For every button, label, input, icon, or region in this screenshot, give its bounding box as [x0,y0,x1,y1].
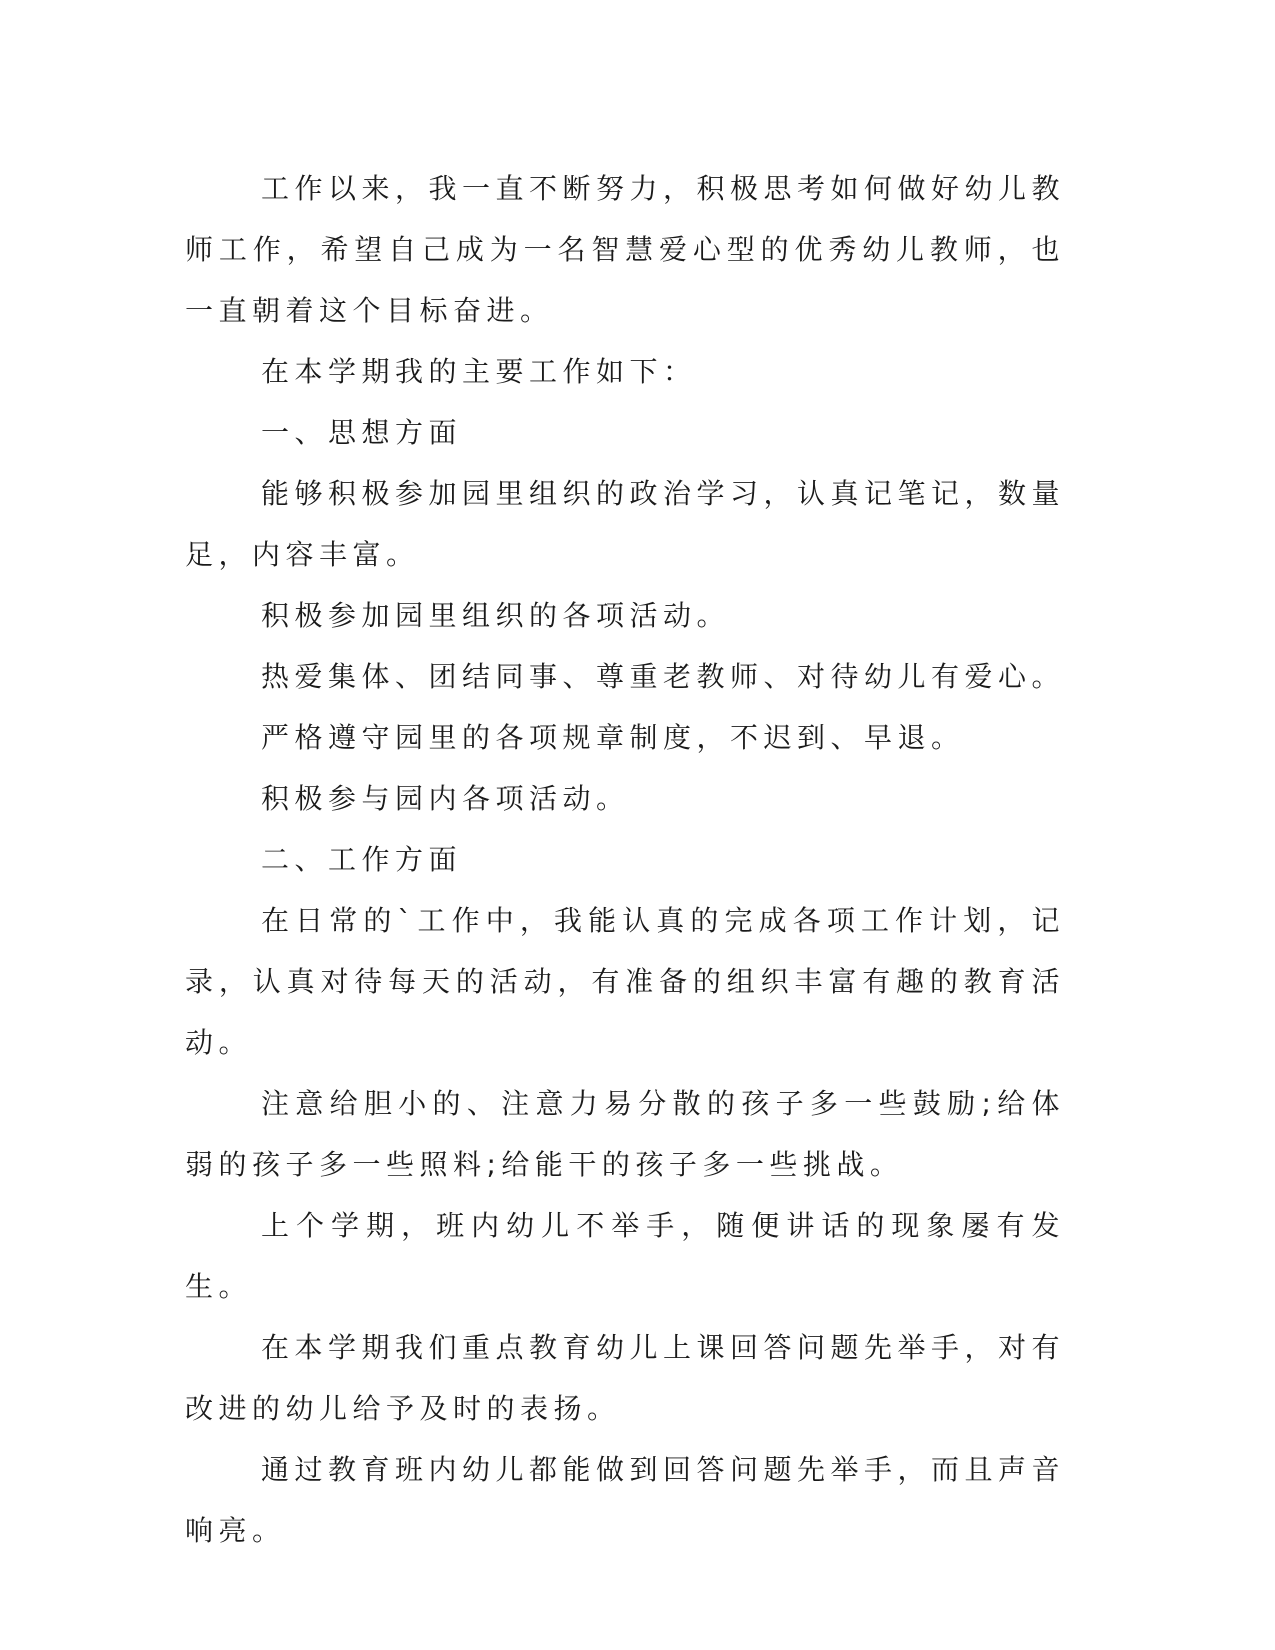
paragraph: 积极参与园内各项活动。 [261,782,630,815]
paragraph: 通过教育班内幼儿都能做到回答问题先举手，而且声音响亮。 [185,1453,1066,1547]
paragraph: 在本学期我的主要工作如下： [261,355,697,388]
paragraph: 在本学期我们重点教育幼儿上课回答问题先举手，对有改进的幼儿给予及时的表扬。 [185,1331,1066,1425]
paragraph: 在日常的`工作中，我能认真的完成各项工作计划，记录，认真对待每天的活动，有准备的组织丰富有趣的教育活动。 [185,904,1065,1059]
document-body [185,158,1065,1561]
paragraph: 注意给胆小的、注意力易分散的孩子多一些鼓励;给体弱的孩子多一些照料;给能干的孩子多一些挑战。 [185,1087,1065,1181]
paragraph: 能够积极参加园里组织的政治学习，认真记笔记，数量足，内容丰富。 [185,477,1066,571]
section-heading: 二、工作方面 [261,843,463,876]
paragraph: 严格遵守园里的各项规章制度，不迟到、早退。 [261,721,965,754]
paragraph: 热爱集体、团结同事、尊重老教师、对待幼儿有爱心。 [261,660,1066,693]
paragraph: 工作以来，我一直不断努力，积极思考如何做好幼儿教师工作，希望自己成为一名智慧爱心型的优秀幼儿教师，也一直朝着这个目标奋进。 [185,172,1066,327]
paragraph: 积极参加园里组织的各项活动。 [261,599,731,632]
paragraph: 上个学期，班内幼儿不举手，随便讲话的现象屡有发生。 [185,1209,1065,1303]
section-heading: 一、思想方面 [261,416,463,449]
